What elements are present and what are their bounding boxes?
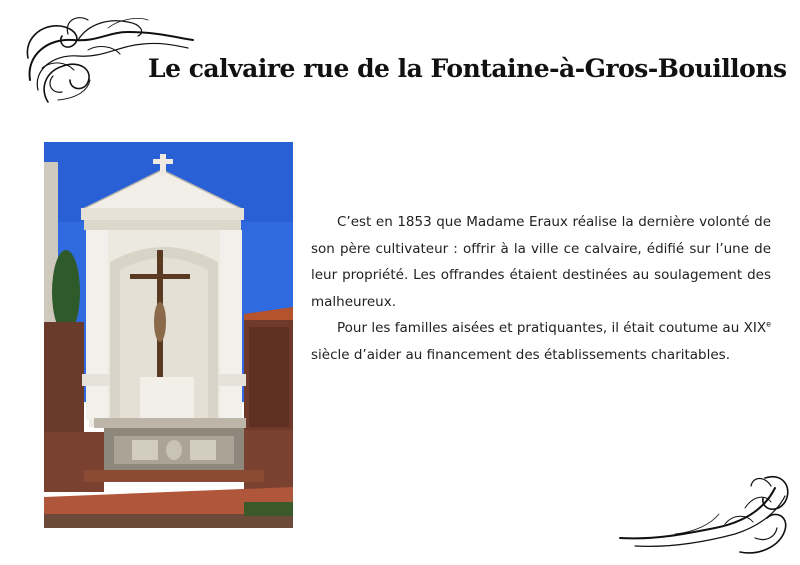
flourish-ornament-icon [615, 468, 795, 560]
paragraph-history: C’est en 1853 que Madame Eraux réalise la dernière volonté de son père cultivateur : offrir à la ville ce calvaire, édifié sur l’une de leur propriété. Les offrandes étaient destinées au soulagement des malheureux. [311, 214, 771, 310]
paragraph-charity-end: siècle d’aider au financement des établissements charitables. [311, 346, 731, 363]
paragraph-charity-start: Pour les familles aisées et pratiquantes, il était coutume au XIX [337, 320, 767, 336]
calvary-shrine-photo [44, 142, 293, 528]
description-text [311, 209, 771, 368]
page-title: Le calvaire rue de la Fontaine-à-Gros-Bouillons [148, 54, 787, 83]
century-superscript: e [766, 319, 771, 329]
paragraph-charity [311, 315, 771, 368]
